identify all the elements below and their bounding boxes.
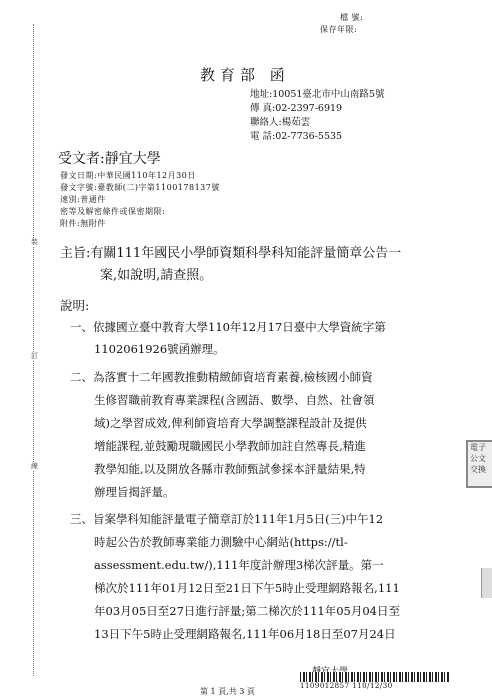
speed-class: 速別:普通件	[60, 195, 106, 204]
recipient: 受文者:靜宜大學	[58, 151, 161, 167]
edge-mark	[481, 568, 492, 598]
secrecy-level: 密等及解密條件或保密期限:	[60, 207, 166, 216]
item-3-line-5: 年03月05日至27日進行評量;第二梯次於111年05月04日至	[94, 604, 400, 618]
item-1-line-1: 一、依據國立臺中教育大學110年12月17日臺中大學資統字第	[70, 320, 386, 334]
sender-contact: 聯絡人:楊茹雲	[250, 117, 311, 128]
issue-date: 發文日期:中華民國110年12月30日	[60, 171, 196, 180]
sender-phone: 電 話:02-7736-5535	[250, 131, 343, 142]
sender-address: 地址:10051臺北市中山南路5號	[250, 89, 385, 100]
item-2-line-6: 辦理旨揭評量。	[94, 485, 175, 499]
binding-mark-bottom: 線	[31, 462, 38, 470]
barcode-text: 1109012857 110/12/30	[300, 682, 450, 690]
binding-mark-top: 裝	[31, 238, 38, 246]
document-title: 教育部 函	[200, 66, 290, 84]
subject-line-2: 案,如說明,請查照。	[100, 268, 213, 283]
item-2-line-3: 域)之學習成效,俾利師資培育大學調整課程設計及提供	[94, 416, 367, 430]
item-2-line-2: 生修習職前教育專業課程(含國語、數學、自然、社會領	[94, 393, 375, 407]
item-1-line-2: 1102061926號函辦理。	[94, 342, 225, 356]
item-2-line-1: 二、為落實十二年國教推動精緻師資培育素養,檢核國小師資	[70, 370, 373, 384]
item-3-line-1: 三、旨案學科知能評量電子簡章訂於111年1月5日(三)中午12	[70, 512, 384, 526]
item-2-line-4: 增能課程,並鼓勵現職國民小學教師加註自然專長,精進	[94, 439, 366, 453]
binding-line	[33, 24, 34, 676]
explanation-label: 說明:	[60, 298, 90, 313]
item-3-line-2: 時起公告於教師專業能力測驗中心網站(https://tl-	[94, 535, 348, 549]
page-footer: 第 1 頁,共 3 頁	[200, 687, 255, 696]
retention-label: 保存年限:	[320, 25, 358, 34]
item-3-line-4: 梯次於111年01月12日至21日下午5時止受理網路報名,111	[94, 581, 400, 595]
attachment: 附件:無附件	[60, 219, 106, 228]
subject-line-1: 主旨:有關111年國民小學師資類科學科知能評量簡章公告一	[60, 246, 402, 261]
file-number-label: 檔 號:	[340, 13, 364, 22]
item-3-line-6: 13日下午5時止受理網路報名,111年06月18日至07月24日	[94, 627, 396, 641]
item-3-line-3: assessment.edu.tw/),111年度計辦理3梯次評量。第一	[94, 558, 384, 572]
exchange-seal: 電子公文交換	[466, 440, 492, 488]
binding-mark-middle: 訂	[31, 352, 38, 360]
item-2-line-5: 教學知能,以及開放各縣市教師甄試參採本評量結果,特	[94, 462, 366, 476]
sender-fax: 傳 真:02-2397-6919	[250, 103, 343, 114]
document-number: 發文字號:臺教師(二)字第1100178137號	[60, 183, 220, 192]
